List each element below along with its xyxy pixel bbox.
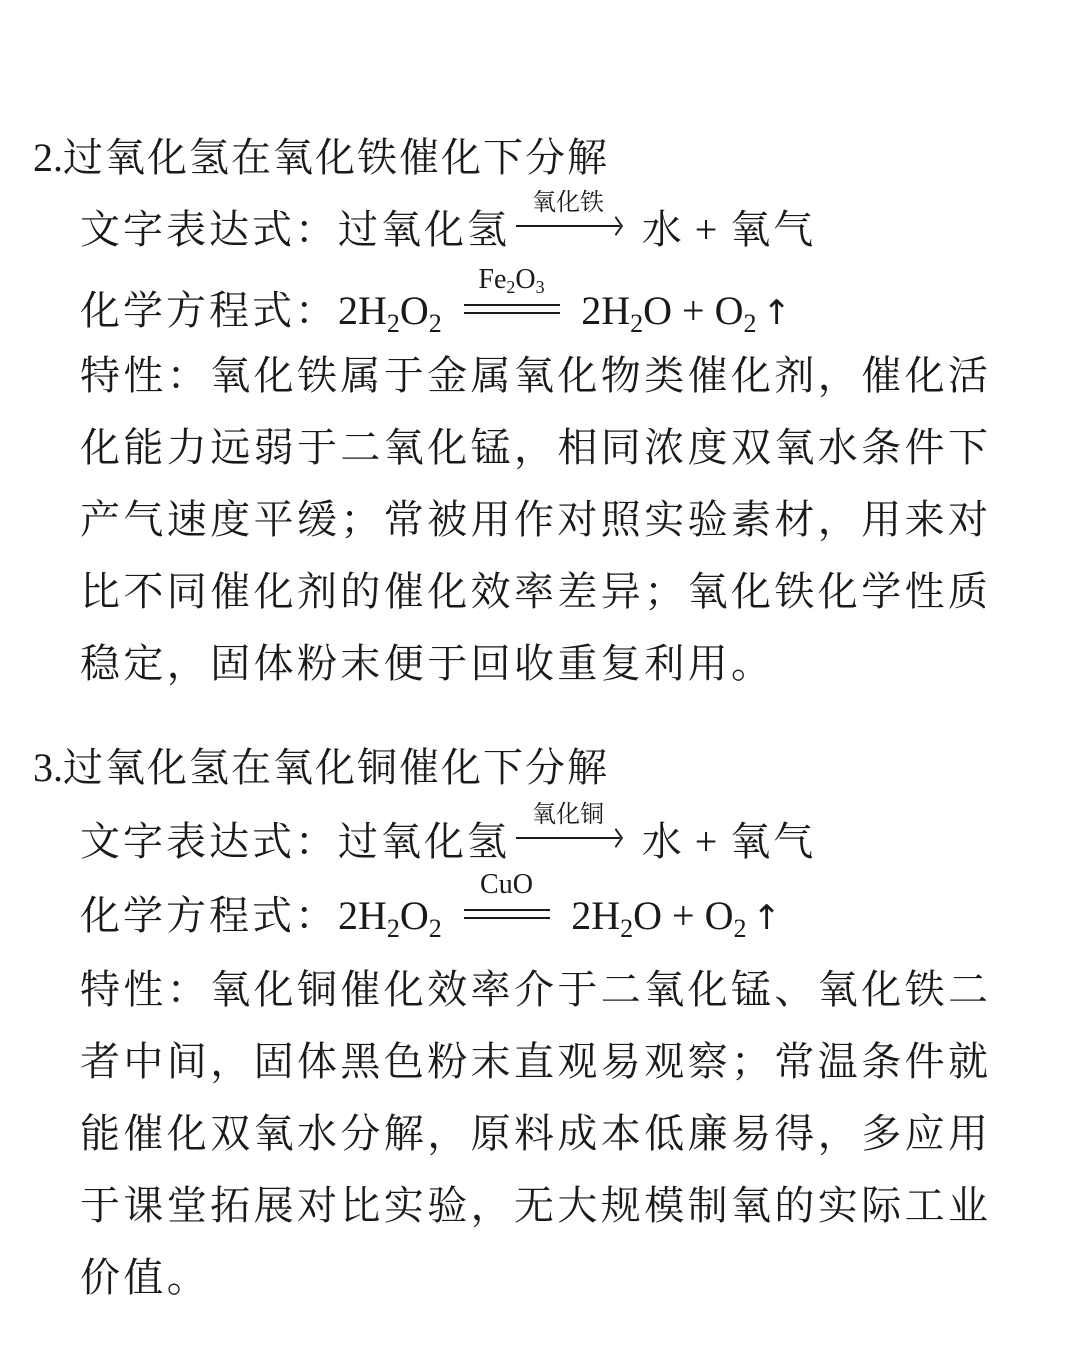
- paragraph-line: 产气速度平缓；常被用作对照实验素材，用来对: [80, 497, 992, 543]
- paragraph-line: 特性：氧化铁属于金属氧化物类催化剂，催化活: [80, 353, 992, 399]
- equals-sign: [462, 869, 552, 929]
- gas-arrow-icon: ↑: [752, 898, 781, 938]
- chem-text: 2H: [581, 288, 631, 333]
- chem-text: O: [704, 893, 734, 938]
- equals-condition: [462, 264, 562, 297]
- word-product-water: 水: [641, 819, 685, 865]
- chemical-equation: [80, 264, 791, 339]
- chem-text: O: [399, 288, 429, 333]
- chem-reactant: [338, 288, 442, 338]
- word-plus: +: [694, 207, 721, 252]
- chem-text: O: [643, 288, 672, 333]
- chem-sub: 2: [620, 914, 634, 943]
- section-number: 3.: [33, 745, 63, 790]
- chem-text: O: [399, 893, 429, 938]
- word-plus: +: [694, 819, 721, 864]
- word-equation-label: 文字表达式：: [80, 207, 338, 253]
- cond-sub: 3: [535, 277, 545, 297]
- section-number: 2.: [33, 135, 63, 180]
- double-line-icon: [464, 304, 560, 314]
- chem-sub: 2: [428, 309, 442, 338]
- chem-sub: 2: [386, 309, 400, 338]
- paragraph-line: 价值。: [80, 1255, 211, 1301]
- paragraph-line: 化能力远弱于二氧化锰，相同浓度双氧水条件下: [80, 425, 992, 471]
- word-equation-label: 文字表达式：: [80, 819, 338, 865]
- word-equation: [80, 188, 817, 258]
- chem-sub: 2: [743, 309, 757, 338]
- word-product-water: 水: [641, 207, 685, 253]
- paragraph-line: 能催化双氧水分解，原料成本低廉易得，多应用: [80, 1111, 992, 1157]
- arrow-condition: 氧化铁: [532, 188, 604, 216]
- chem-plus: +: [682, 288, 705, 333]
- arrow-icon: [516, 225, 620, 227]
- cond-text: Fe: [478, 264, 507, 295]
- cond-sub: 2: [506, 277, 516, 297]
- reaction-arrow: [514, 188, 622, 243]
- chem-products: [581, 288, 791, 338]
- paragraph-line: 稳定，固体粉末便于回收重复利用。: [80, 641, 775, 687]
- chem-reactant: [338, 893, 442, 943]
- paragraph-line: 者中间，固体黑色粉末直观易观察；常温条件就: [80, 1039, 992, 1085]
- chemical-equation: [80, 869, 781, 944]
- chem-products: [571, 893, 781, 943]
- chem-equation-label: 化学方程式：: [80, 288, 338, 334]
- chem-text: 2H: [338, 288, 387, 333]
- chem-plus: +: [672, 893, 695, 938]
- chem-text: O: [633, 893, 662, 938]
- section-title: [33, 740, 609, 796]
- chem-text: 2H: [571, 893, 621, 938]
- chem-sub: 2: [428, 914, 442, 943]
- reaction-arrow: [514, 800, 622, 855]
- chem-sub: 2: [386, 914, 400, 943]
- gas-arrow-icon: ↑: [762, 293, 791, 333]
- double-line-icon: [464, 909, 550, 919]
- chem-equation-label: 化学方程式：: [80, 893, 338, 939]
- chem-sub: 2: [733, 914, 747, 943]
- equals-condition: CuO: [480, 869, 533, 900]
- paragraph-line: 特性：氧化铜催化效率介于二氧化锰、氧化铁二: [80, 967, 992, 1013]
- chem-text: 2H: [338, 893, 387, 938]
- arrow-condition: 氧化铜: [532, 800, 604, 828]
- word-reactant: 过氧化氢: [338, 819, 510, 865]
- section-title: [33, 130, 609, 186]
- cond-text: O: [515, 264, 536, 295]
- arrow-icon: [516, 837, 620, 839]
- word-product-oxygen: 氧气: [730, 207, 817, 253]
- section-title-text: 过氧化氢在氧化铁催化下分解: [63, 135, 609, 181]
- paragraph-line: 于课堂拓展对比实验，无大规模制氧的实际工业: [80, 1183, 992, 1229]
- paragraph-line: 比不同催化剂的催化效率差异；氧化铁化学性质: [80, 569, 992, 615]
- equals-sign: [462, 264, 562, 324]
- word-product-oxygen: 氧气: [730, 819, 817, 865]
- chem-text: O: [714, 288, 744, 333]
- word-reactant: 过氧化氢: [338, 207, 510, 253]
- section-title-text: 过氧化氢在氧化铜催化下分解: [63, 745, 609, 791]
- chem-sub: 2: [630, 309, 644, 338]
- word-equation: [80, 800, 817, 870]
